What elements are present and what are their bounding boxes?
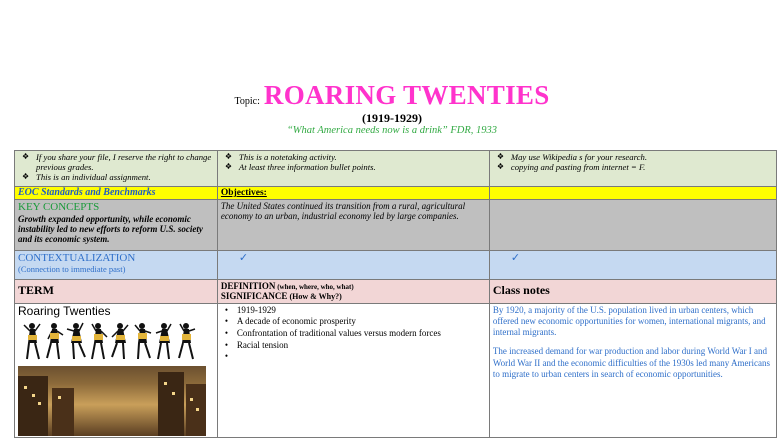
bullet-icon: • [224, 304, 229, 315]
checkmark-icon: ✓ [510, 251, 521, 264]
contextualization-label: CONTEXTUALIZATION [18, 251, 136, 264]
checkmark-icon: ✓ [238, 251, 249, 264]
eoc-empty-cell[interactable] [489, 187, 776, 200]
eoc-row [15, 187, 777, 200]
eoc-label: EOC Standards and Benchmarks [18, 187, 156, 198]
definition-hint: (when, where, who, what) [275, 282, 354, 291]
instruction-item: ❖ If you share your file, I reserve the right to change previous grades. [22, 152, 212, 172]
key-concepts-description: The United States continued its transition from a rural, agricultural economy to an urban, industrial economy led by large companies. [220, 200, 466, 222]
class-note-paragraph: The increased demand for war production and labor during World War I and World War II and the economic difficulties of the 1930s led many Americans to migrate to urban centers in search of economic opportunities. [492, 346, 770, 379]
list-item: • Confrontation of traditional values versus modern forces [224, 327, 441, 338]
contextualization-row [15, 250, 777, 279]
flapper-dancers-image [18, 321, 204, 363]
instruction-item: ❖ This is an individual assignment. [22, 172, 151, 182]
key-concepts-label: KEY CONCEPTS [18, 200, 100, 213]
instruction-item: ❖ At least three information bullet points. [224, 162, 376, 172]
list-item[interactable] [224, 351, 486, 363]
key-concepts-text: Growth expanded opportunity, while economic instability led to new efforts to reform U.S. society and its economic system. [18, 213, 203, 245]
document-title: ROARING TWENTIES [263, 80, 550, 110]
term-header: TERM [18, 283, 54, 298]
bullet-icon: • [224, 339, 229, 350]
diamond-bullet-icon: ❖ [496, 152, 505, 161]
topic-label: Topic: [234, 96, 260, 107]
list-item: • 1919-1929 [224, 304, 276, 315]
list-item: • Racial tension [224, 339, 289, 350]
key-concepts-empty-cell[interactable] [489, 199, 776, 250]
definition-header: DEFINITION [220, 280, 276, 291]
significance-header: SIGNIFICANCE [220, 291, 288, 302]
term-title: Roaring Twenties [18, 303, 111, 318]
quote: “What America needs now is a drink” FDR, 1933 [286, 125, 498, 136]
significance-hint: (How & Why?) [287, 292, 342, 302]
list-item: • A decade of economic prosperity [224, 316, 356, 327]
diamond-bullet-icon: ❖ [224, 152, 233, 161]
objectives-label: Objectives: [220, 188, 267, 198]
diamond-bullet-icon: ❖ [496, 162, 505, 171]
notes-table [14, 150, 777, 438]
bullet-icon: • [224, 327, 229, 338]
instructions-cell-3 [489, 151, 776, 187]
class-notes-header: Class notes [492, 283, 550, 298]
diamond-bullet-icon: ❖ [22, 152, 30, 161]
topic-line [0, 80, 784, 110]
definition-list [221, 305, 486, 363]
contextualization-subtitle: (Connection to immediate past) [18, 263, 126, 274]
instructions-cell-2 [217, 151, 489, 187]
bullet-icon: • [224, 351, 229, 362]
class-note-paragraph: By 1920, a majority of the U.S. population lived in urban centers, which offered new economic opportunities for women, international migrants, and internal migrants. [492, 304, 766, 338]
years-subtitle: (1919-1929) [362, 111, 422, 125]
instruction-item: ❖ May use Wikipedia s for your research. [496, 152, 648, 162]
bullet-icon: • [224, 316, 229, 327]
diamond-bullet-icon: ❖ [224, 162, 233, 171]
instructions-cell-1 [15, 151, 218, 187]
key-concepts-row [15, 199, 777, 250]
term-entry-row [15, 303, 777, 438]
instructions-row [15, 151, 777, 187]
instruction-item: ❖ This is a notetaking activity. [224, 152, 337, 162]
instruction-item: ❖ copying and pasting from internet = F. [496, 162, 646, 172]
term-header-row [15, 279, 777, 303]
diamond-bullet-icon: ❖ [22, 172, 30, 181]
city-street-image [18, 366, 206, 436]
